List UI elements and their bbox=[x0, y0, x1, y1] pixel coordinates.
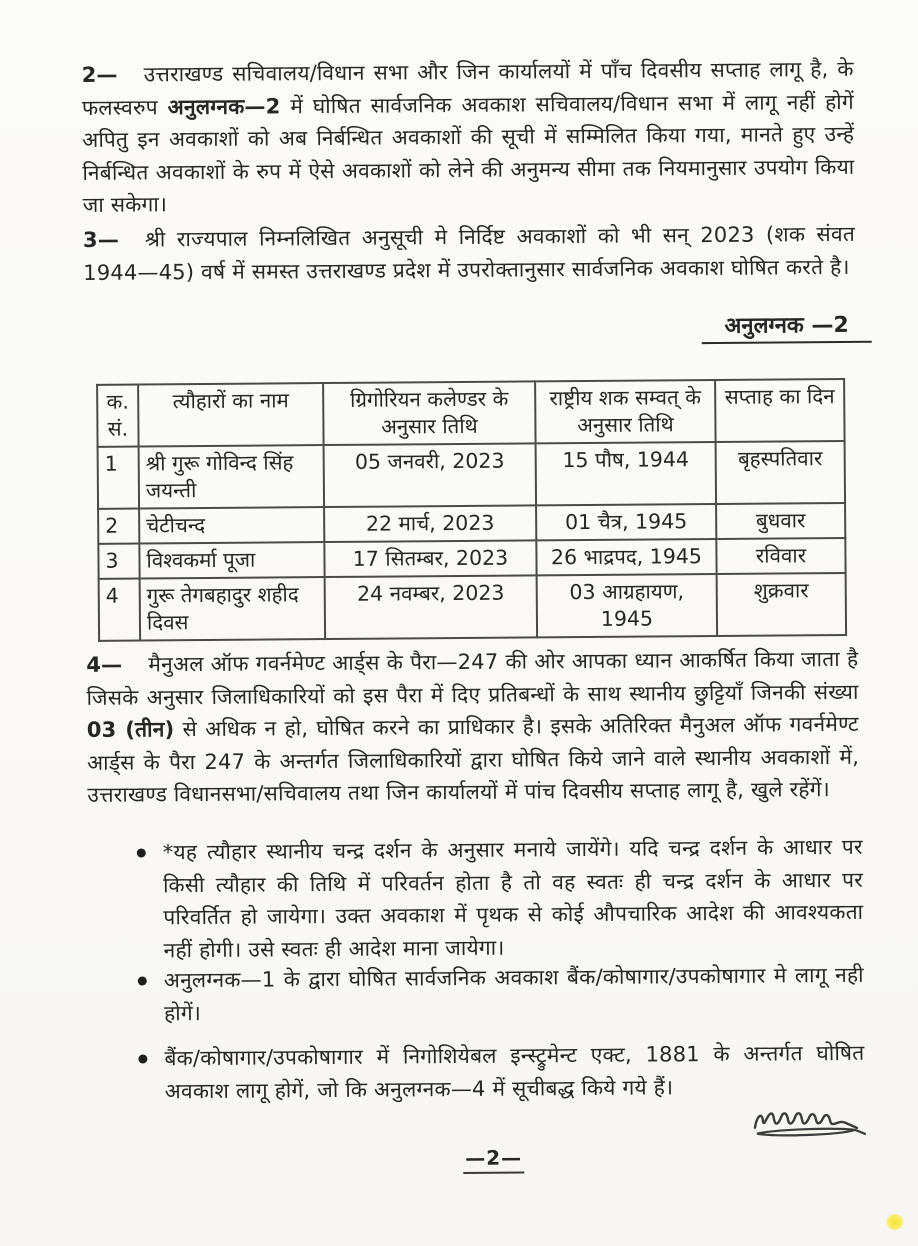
cell-shaka-date: 26 भाद्रपद, 1945 bbox=[536, 539, 716, 575]
cell-gregorian-date: 05 जनवरी, 2023 bbox=[324, 443, 536, 507]
cell-weekday: बुधवार bbox=[716, 503, 845, 539]
cell-serial: 2 bbox=[98, 509, 139, 544]
paragraph-3 bbox=[83, 218, 855, 289]
scan-yellow-smudge bbox=[886, 1214, 904, 1230]
header-weekday: सप्ताह का दिन bbox=[715, 379, 844, 442]
signature-scribble-icon bbox=[747, 1101, 873, 1150]
header-gregorian-date: ग्रिगोरियन कलेण्डर के अनुसार तिथि bbox=[323, 381, 535, 445]
cell-festival: विश्वकर्मा पूजा bbox=[139, 542, 324, 578]
cell-weekday: शुक्रवार bbox=[717, 573, 846, 636]
cell-festival: चेटीचन्द bbox=[139, 507, 324, 543]
bullet-item-lunar-sighting bbox=[163, 831, 864, 966]
bullet-text: बैंक/कोषागार/उपकोषागार में निगोशियेबल इन्स्ट्रुमेन्ट एक्ट, 1881 के अन्तर्गत घोषित अवकाश लागू होगें, जो कि अनुलग्नक—4 में सूचीबद्ध किये गये हैं। bbox=[164, 1040, 865, 1103]
bullet-dot-icon bbox=[138, 976, 147, 985]
cell-serial: 4 bbox=[99, 579, 140, 641]
holiday-table bbox=[96, 378, 847, 642]
cell-serial: 3 bbox=[98, 544, 139, 579]
bullet-item-annexure1-banks bbox=[164, 959, 864, 1029]
cell-gregorian-date: 24 नवम्बर, 2023 bbox=[325, 575, 537, 639]
bullet-text: *यह त्यौहार स्थानीय चन्द्र दर्शन के अनुसार मनाये जायेंगे। यदि चन्द्र दर्शन के आधार पर किसी त्यौहार की तिथि में परिवर्तन होता है तो वह स्वतः ही चन्द्र दर्शन के आधार पर परिवर्तित हो जायेगा। उक्त अवकाश में पृथक से कोई औपचारिक आदेश की आवश्यकता नहीं होगी। उसे स्वतः ही आदेश माना जायेगा। bbox=[162, 834, 864, 962]
cell-weekday: रविवार bbox=[716, 538, 845, 574]
paragraph-4-number: 4— bbox=[86, 652, 123, 677]
paragraph-4 bbox=[86, 643, 859, 812]
paragraph-3-text: श्री राज्यपाल निम्नलिखित अनुसूची मे निर्दिष्ट अवकाशों को भी सन् 2023 (शक संवत 1944—45) वर्ष में समस्त उत्तराखण्ड प्रदेश में उपरोक्तानुसार सार्वजनिक अवकाश घोषित करते है। bbox=[83, 221, 856, 285]
paragraph-2-text: उत्तराखण्ड सचिवालय/विधान सभा और जिन कार्यालयों में पाँच दिवसीय सप्ताह लागू है, के फलस्वरुप अनुलग्नक—2 में घोषित सार्वजनिक अवकाश सचिवालय/विधान सभा में लागू नहीं होगें अपितु इन अवकाशों को अब निर्बन्धित अवकाशों की सूची में सम्मिलित किया गया, मानते हुए उन्हें निर्बन्धित अवकाशों के रुप में ऐसे अवकाशों को लेने की अनुमन्य सीमा तक नियमानुसार उपयोग किया जा सकेगा। bbox=[81, 56, 855, 217]
table-row bbox=[98, 503, 845, 544]
header-serial-number: क. सं. bbox=[97, 385, 138, 447]
cell-weekday: बृहस्पतिवार bbox=[716, 441, 845, 504]
table-row bbox=[98, 538, 845, 579]
paragraph-4-text: मैनुअल ऑफ गवर्नमेण्ट आर्ड्स के पैरा—247 की ओर आपका ध्यान आकर्षित किया जाता है जिसके अनुसार जिलाधिकारियों को इस पैरा में दिए प्रतिबन्धों के साथ स्थानीय छुट्टियाँ जिनकी संख्या 03 (तीन) से अधिक न हो, घोषित करने का प्राधिकार है। इसके अतिरिक्त मैनुअल ऑफ गवर्नमेण्ट आर्ड्स के पैरा 247 के अन्तर्गत जिलाधिकारियों द्वारा घोषित किये जाने वाले स्थानीय अवकाशों में, उत्तराखण्ड विधानसभा/सचिवालय तथा जिन कार्यालयों में पांच दिवसीय सप्ताह लागू है, खुले रहेंगें। bbox=[86, 646, 860, 807]
cell-serial: 1 bbox=[98, 447, 139, 509]
cell-festival: गुरू तेगबहादुर शहीद दिवस bbox=[140, 577, 325, 640]
bullet-dot-icon bbox=[138, 1054, 147, 1063]
cell-shaka-date: 03 आग्रहायण, 1945 bbox=[537, 574, 717, 637]
cell-gregorian-date: 22 मार्च, 2023 bbox=[324, 505, 536, 542]
cell-gregorian-date: 17 सितम्बर, 2023 bbox=[324, 540, 536, 577]
paragraph-2 bbox=[82, 53, 855, 222]
paragraph-2-number: 2— bbox=[81, 62, 118, 87]
bullet-item-negotiable-instruments bbox=[164, 1037, 864, 1107]
cell-shaka-date: 01 चैत्र, 1945 bbox=[536, 504, 716, 540]
page-number: —2— bbox=[463, 1146, 524, 1174]
annexure-2-heading: अनुलग्नक —2 bbox=[702, 309, 872, 344]
header-festival-name: त्यौहारों का नाम bbox=[138, 383, 323, 446]
table-header-row bbox=[97, 379, 844, 447]
bullet-dot-icon bbox=[137, 848, 146, 857]
cell-festival: श्री गुरू गोविन्द सिंह जयन्ती bbox=[139, 445, 324, 508]
bullet-text: अनुलग्नक—1 के द्वारा घोषित सार्वजनिक अवकाश बैंक/कोषागार/उपकोषागार मे लागू नही होगें। bbox=[163, 962, 864, 1025]
cell-shaka-date: 15 पौष, 1944 bbox=[536, 442, 716, 505]
table-row bbox=[99, 573, 846, 641]
header-shaka-date: राष्ट्रीय शक सम्वत् के अनुसार तिथि bbox=[535, 380, 715, 443]
paragraph-3-number: 3— bbox=[82, 227, 120, 252]
table-row bbox=[98, 441, 845, 509]
